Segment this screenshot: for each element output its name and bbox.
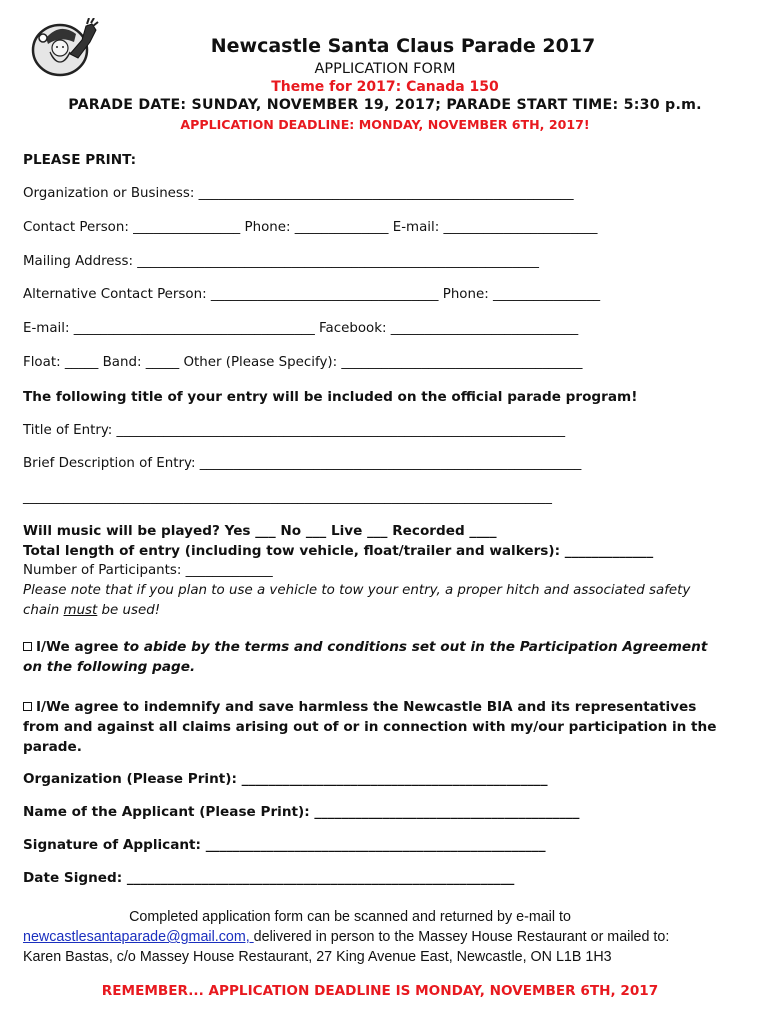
agree-indemnify-text: I/We agree to indemnify and save harmless the Newcastle BIA and its representatives xyxy=(36,699,697,715)
alternative-contact-field[interactable]: Alternative Contact Person: __________________________________ Phone: ________________ xyxy=(23,287,601,302)
deadline-reminder: REMEMBER... APPLICATION DEADLINE IS MONDAY, NOVEMBER 6TH, 2017 xyxy=(101,983,659,999)
email-link[interactable]: newcastlesantaparade@gmail.com, xyxy=(23,929,254,945)
contact-person-field[interactable]: Contact Person: ________________ Phone: ______________ E-mail: _______________________ xyxy=(23,220,598,235)
agree-indemnify-text-3: parade. xyxy=(23,739,82,755)
agree-terms-text-cont: on the following page. xyxy=(23,659,196,675)
parade-theme: Theme for 2017: Canada 150 xyxy=(271,79,499,95)
agree-indemnify-checkbox[interactable] xyxy=(23,702,32,711)
form-title: Newcastle Santa Claus Parade 2017 xyxy=(210,35,596,57)
towing-note-line2 xyxy=(23,603,160,618)
submission-details xyxy=(23,929,669,945)
organization-print-field[interactable]: Organization (Please Print): _____________________________________________ xyxy=(23,771,548,787)
form-subtitle: APPLICATION FORM xyxy=(314,61,456,77)
mailing-address-field[interactable]: Mailing Address: ____________________________________________________________ xyxy=(23,254,539,269)
agreement-indemnify-row xyxy=(23,699,696,715)
brief-description-field[interactable]: Brief Description of Entry: _________________________________________________________ xyxy=(23,456,582,471)
email-facebook-field[interactable]: E-mail: ____________________________________ Facebook: ____________________________ xyxy=(23,321,579,336)
applicant-name-field[interactable]: Name of the Applicant (Please Print): _______________________________________ xyxy=(23,804,580,820)
towing-note-line1: Please note that if you plan to use a vehicle to tow your entry, a proper hitch and associated safety xyxy=(23,583,691,598)
agree-indemnify-text-2: from and against all claims arising out of or in connection with my/our participation in the xyxy=(23,719,717,735)
total-length-field[interactable]: Total length of entry (including tow vehicle, float/trailer and walkers): _____________ xyxy=(23,543,654,559)
date-signed-field[interactable]: Date Signed: _________________________________________________________ xyxy=(23,870,515,886)
mailing-address-text: Karen Bastas, c/o Massey House Restaurant, 27 King Avenue East, Newcastle, ON L1B 1H3 xyxy=(23,949,612,965)
agree-terms-text: to abide by the terms and conditions set out in the Participation Agreement xyxy=(123,639,708,655)
delivery-text: delivered in person to the Massey House Restaurant or mailed to: xyxy=(253,929,670,945)
towing-note-used: be used! xyxy=(97,603,161,618)
towing-note-chain: chain xyxy=(23,603,64,618)
program-title-note: The following title of your entry will be included on the official parade program! xyxy=(23,389,638,405)
float-band-other-field[interactable]: Float: _____ Band: _____ Other (Please Specify): ____________________________________ xyxy=(23,355,583,370)
completed-form-instructions: Completed application form can be scanned and returned by e-mail to xyxy=(129,909,571,925)
agree-terms-lead: I/We agree xyxy=(36,639,124,655)
participants-field[interactable]: Number of Participants: _____________ xyxy=(23,563,273,578)
description-continuation-field[interactable]: _______________________________________________________________________________ xyxy=(23,490,552,505)
please-print-label: PLEASE PRINT: xyxy=(23,152,137,168)
application-deadline: APPLICATION DEADLINE: MONDAY, NOVEMBER 6TH, 2017! xyxy=(180,117,590,132)
agree-terms-checkbox[interactable] xyxy=(23,642,32,651)
parade-date-time: PARADE DATE: SUNDAY, NOVEMBER 19, 2017; PARADE START TIME: 5:30 p.m. xyxy=(68,97,702,113)
music-question-field[interactable]: Will music will be played? Yes ___ No ___ Live ___ Recorded ____ xyxy=(23,523,497,539)
applicant-signature-field[interactable]: Signature of Applicant: __________________________________________________ xyxy=(23,837,546,853)
title-of-entry-field[interactable]: Title of Entry: ___________________________________________________________________ xyxy=(23,423,566,438)
organization-field[interactable]: Organization or Business: ________________________________________________________ xyxy=(23,186,574,201)
agreement-terms-row xyxy=(23,639,707,655)
towing-note-must: must xyxy=(63,603,98,618)
